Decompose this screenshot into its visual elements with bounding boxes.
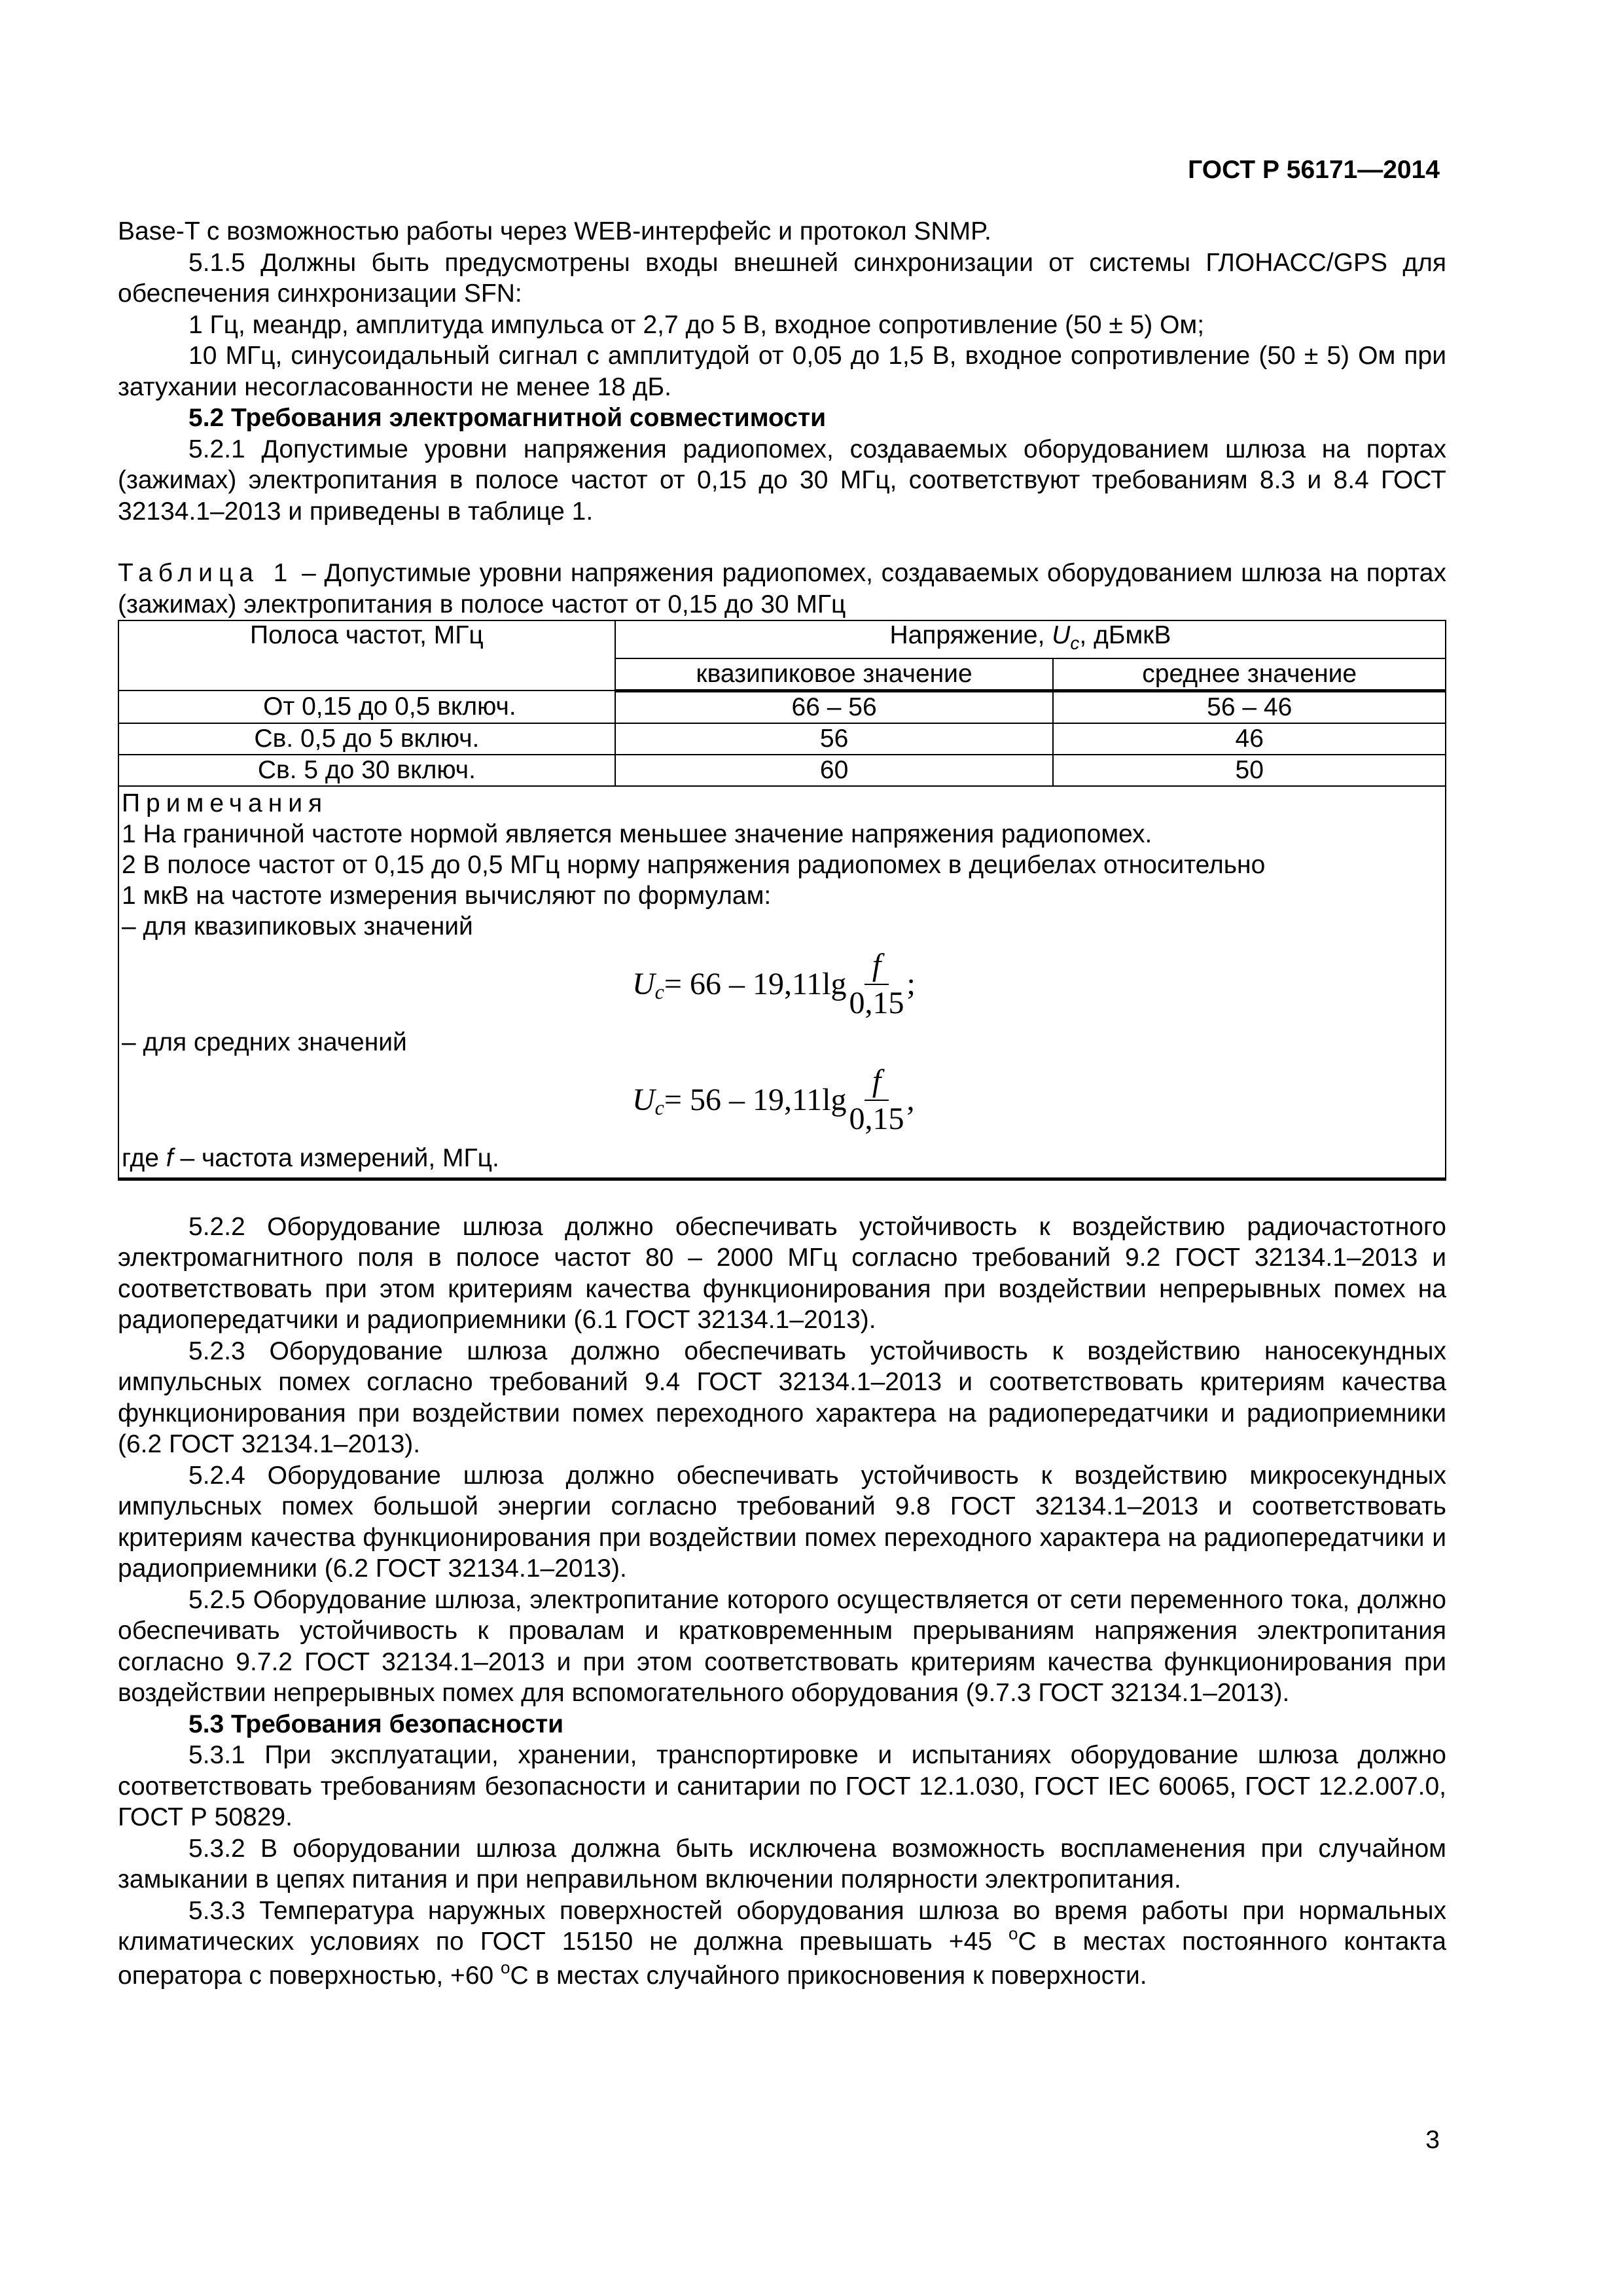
note-1: 1 На граничной частоте нормой является меньшее значение напряжения радиопомех. <box>122 819 1152 848</box>
cell-avg: 46 <box>1053 723 1446 755</box>
document-body <box>118 216 1446 1994</box>
formula-denominator: 0,15 <box>849 1101 904 1136</box>
formula-fraction <box>849 947 904 1022</box>
paragraph-5-2-3: 5.2.3 Оборудование шлюза должно обеспечивать устойчивость к воздействию наносекундных импульсных помех согласно требований 9.4 ГОСТ 32134.1–2013 и соответствовать критериям качества функционирования при воздействии помех переходного характера на радиопередатчики и радиоприемники (6.2 ГОСТ 32134.1–2013). <box>118 1336 1446 1459</box>
formula-sub: c <box>654 1096 664 1120</box>
document-id-header: ГОСТ Р 56171—2014 <box>1188 156 1440 184</box>
formula-rhs: = 66 – 19,11lg <box>664 967 847 1002</box>
formula-u: U <box>632 1083 655 1118</box>
avg-label: – для средних значений <box>122 1028 407 1056</box>
formula-denominator: 0,15 <box>849 985 904 1020</box>
table-caption-text: – Допустимые уровни напряжения радиопомех, создаваемых оборудованием шлюза на портах (зажимах) электропитания в полосе частот от 0,15 до 30 МГц <box>118 559 1446 619</box>
cell-avg: 56 – 46 <box>1053 691 1446 723</box>
paragraph-5-2-1: 5.2.1 Допустимые уровни напряжения радиопомех, создаваемых оборудованием шлюза на портах (зажимах) электропитания в полосе частот от 0,15 до 30 МГц, соответствуют требованиям 8.3 и 8.4 ГОСТ 32134.1–2013 и приведены в таблице 1. <box>118 435 1446 526</box>
formula-rhs: = 56 – 19,11lg <box>664 1083 847 1118</box>
where-var: f <box>166 1143 173 1172</box>
cell-quasi: 60 <box>615 755 1054 786</box>
p533-part-a: 5.3.3 Температура наружных поверхностей оборудования шлюза во время работы при нормальных климатических условиях по ГОСТ 15150 не должна превышать +45 <box>118 1896 1446 1956</box>
header-voltage-sub: c <box>1070 632 1080 653</box>
page-number: 3 <box>1425 2126 1440 2154</box>
notes-title: Примечания <box>122 789 329 817</box>
header-voltage-unit: , дБмкВ <box>1079 621 1171 649</box>
paragraph-5-2-2: 5.2.2 Оборудование шлюза должно обеспечивать устойчивость к воздействию радиочастотного электромагнитного поля в полосе частот 80 – 2000 МГц согласно требований 9.2 ГОСТ 32134.1–2013 и соответствовать при этом критериям качества функционирования при воздействии непрерывных помех на радиопередатчики и радиоприемники (6.1 ГОСТ 32134.1–2013). <box>118 1212 1446 1335</box>
header-quasi: квазипиковое значение <box>615 658 1054 691</box>
heading-5-2: 5.2 Требования электромагнитной совместимости <box>188 404 827 432</box>
formula-numerator: f <box>865 947 889 985</box>
paragraph-5-3-1: 5.3.1 При эксплуатации, хранении, транспортировке и испытаниях оборудование шлюза должно соответствовать требованиям безопасности и санитарии по ГОСТ 12.1.030, ГОСТ IEC 60065, ГОСТ 12.2.007.0, ГОСТ Р 50829. <box>118 1741 1446 1832</box>
heading-5-3: 5.3 Требования безопасности <box>188 1710 564 1738</box>
header-band: Полоса частот, МГц <box>118 620 615 691</box>
paragraph-5-2-5: 5.2.5 Оборудование шлюза, электропитание которого осуществляется от сети переменного тока, должно обеспечивать устойчивость к провалам и кратковременным прерываниям напряжения электропитания согласно 9.7.2 ГОСТ 32134.1–2013 и при этом соответствовать критериям качества функционирования при воздействии непрерывных помех для вспомогательного оборудования (9.7.3 ГОСТ 32134.1–2013). <box>118 1585 1446 1708</box>
paragraph-5-3-3 <box>118 1895 1446 1994</box>
degree-sup: о <box>1008 1924 1018 1944</box>
paragraph-5-1-5: 5.1.5 Должны быть предусмотрены входы внешней синхронизации от системы ГЛОНАСС/GPS для обеспечения синхронизации SFN: <box>118 248 1446 308</box>
formula-u: U <box>632 967 655 1002</box>
cell-band: Св. 5 до 30 включ. <box>118 755 615 786</box>
header-avg: среднее значение <box>1053 658 1446 691</box>
spacer <box>118 1181 1446 1211</box>
where-post: – частота измерений, МГц. <box>173 1143 499 1172</box>
quasi-label: – для квазипиковых значений <box>122 912 473 941</box>
where-pre: где <box>122 1143 166 1172</box>
cell-band: Св. 0,5 до 5 включ. <box>118 723 615 755</box>
spacer <box>118 527 1446 558</box>
p533-part-c: С в местах случайного прикосновения к поверхности. <box>510 1961 1147 1990</box>
header-voltage-var: U <box>1052 621 1071 649</box>
formula-quasi <box>632 942 1441 1027</box>
header-voltage-text: Напряжение, <box>889 621 1052 649</box>
cell-avg: 50 <box>1053 755 1446 786</box>
paragraph-5-3-2: 5.3.2 В оборудовании шлюза должна быть исключена возможность воспламенения при случайном замыкании в цепях питания и при неправильном включении полярности электропитания. <box>118 1834 1446 1894</box>
header-voltage <box>615 620 1446 658</box>
formula-avg <box>632 1058 1441 1143</box>
formula-sub: c <box>654 980 664 1004</box>
table-caption-label: Таблица 1 <box>118 559 294 587</box>
cell-band: От 0,15 до 0,5 включ. <box>118 691 615 723</box>
degree-sup: о <box>501 1957 510 1977</box>
formula-end: ; <box>906 967 916 1002</box>
paragraph-base-t: Base-T с возможностью работы через WEB-интерфейс и протокол SNMP. <box>118 217 991 245</box>
where-line <box>122 1143 1441 1174</box>
table-1 <box>118 620 1446 1181</box>
p533-part-b: С в местах постоянного контакта оператора с поверхностью, +60 <box>118 1928 1446 1990</box>
table-caption <box>118 558 1446 620</box>
paragraph-5-2-4: 5.2.4 Оборудование шлюза должно обеспечивать устойчивость к воздействию микросекундных импульсных помех большой энергии согласно требований 9.8 ГОСТ 32134.1–2013 и соответствовать критериям качества функционирования при воздействии помех переходного характера на радиопередатчики и радиоприемники (6.2 ГОСТ 32134.1–2013). <box>118 1461 1446 1583</box>
note-2b: 1 мкВ на частоте измерения вычисляют по формулам: <box>122 881 772 910</box>
note-2a: 2 В полосе частот от 0,15 до 0,5 МГц норму напряжения радиопомех в децибелах относительно <box>122 850 1266 879</box>
formula-end: , <box>906 1083 915 1118</box>
table-notes <box>118 786 1446 1179</box>
paragraph-1hz: 1 Гц, меандр, амплитуда импульса от 2,7 до 5 В, входное сопротивление (50 ± 5) Ом; <box>188 310 1205 339</box>
cell-quasi: 56 <box>615 723 1054 755</box>
formula-numerator: f <box>865 1063 889 1101</box>
paragraph-10mhz: 10 МГц, синусоидальный сигнал с амплитудой от 0,05 до 1,5 В, входное сопротивление (50 ± 5) Ом при затухании несогласованности не менее 18 дБ. <box>118 342 1446 401</box>
cell-quasi: 66 – 56 <box>615 691 1054 723</box>
formula-fraction <box>849 1063 904 1138</box>
